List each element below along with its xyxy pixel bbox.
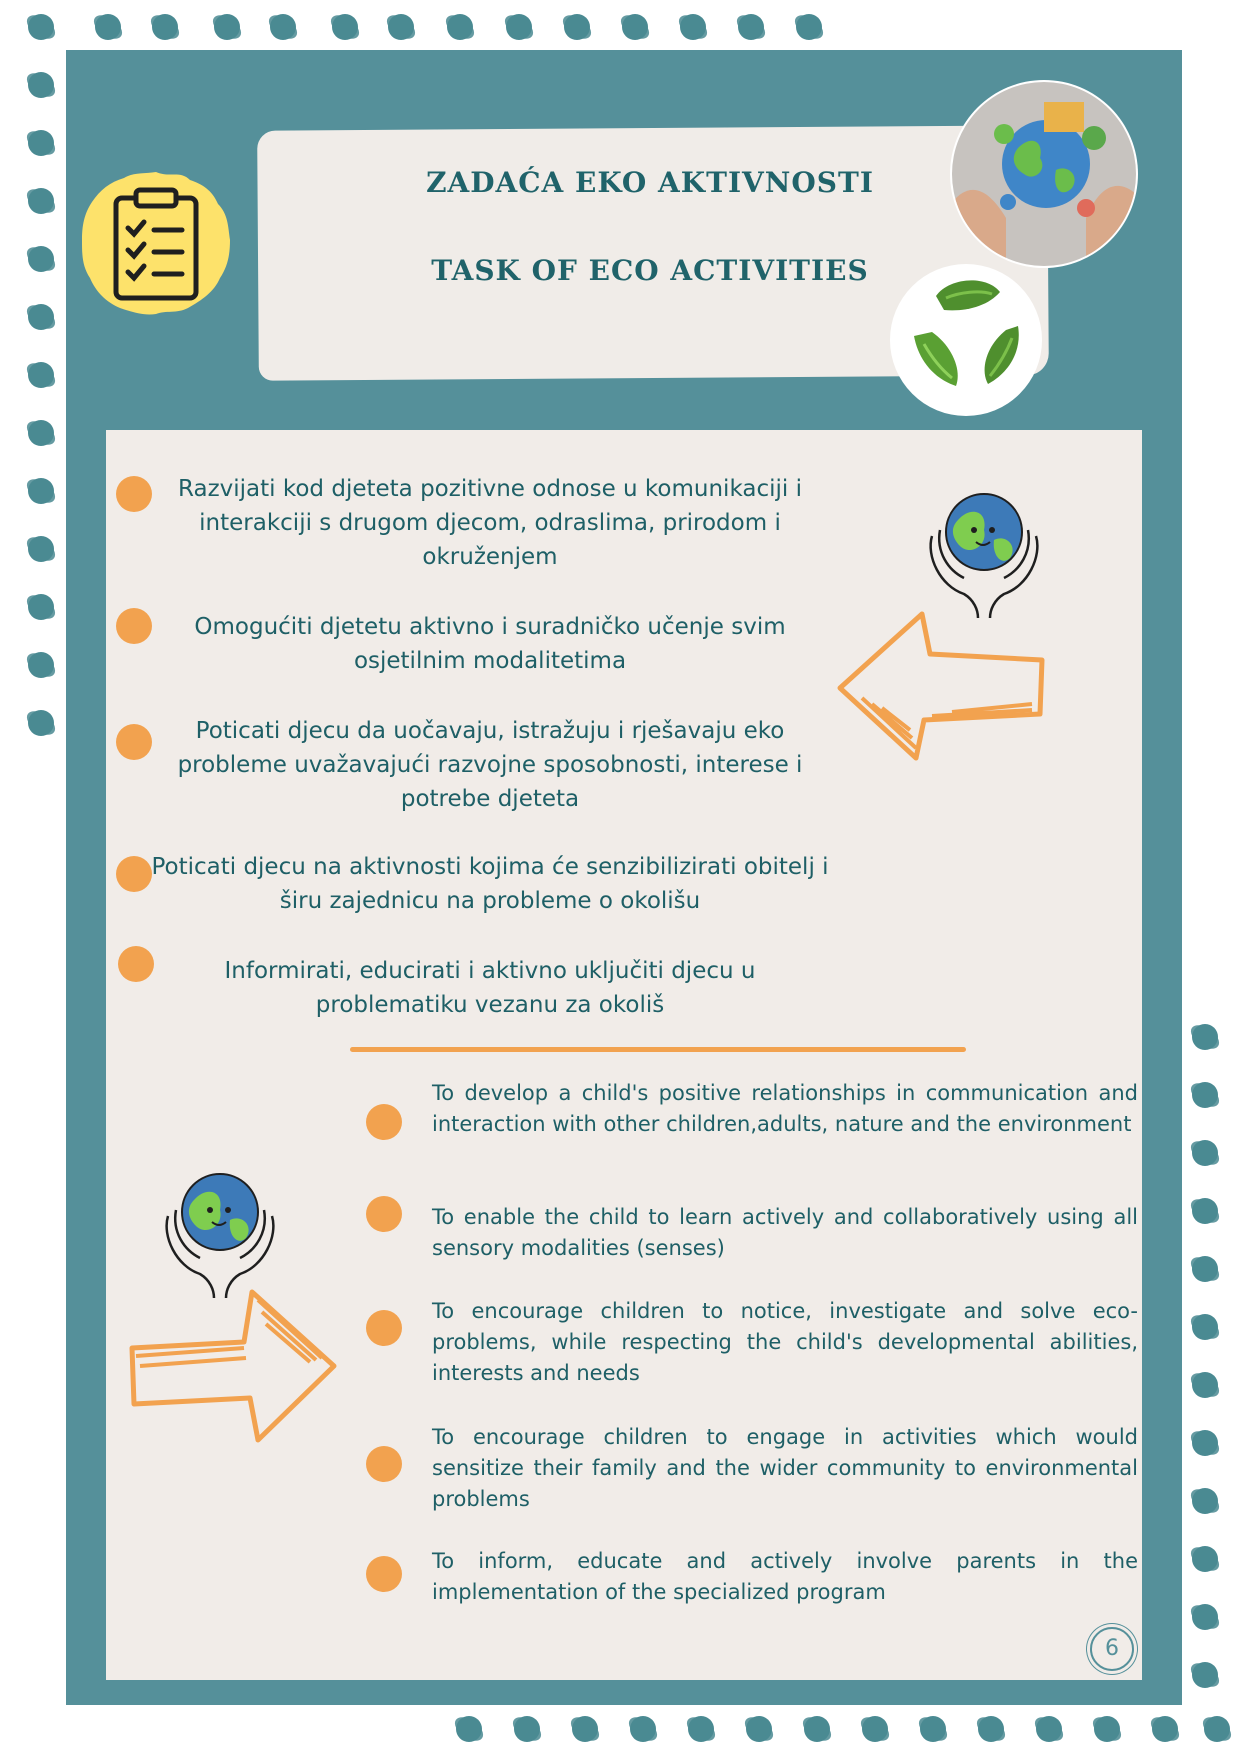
dot <box>1192 1430 1218 1456</box>
dot <box>1192 1140 1218 1166</box>
dot <box>572 1716 598 1742</box>
bullet-marker <box>366 1446 402 1482</box>
dot <box>1192 1024 1218 1050</box>
croatian-item-4: Poticati djecu na aktivnosti kojima će senzibilizirati obitelj i širu zajednicu na probleme o okolišu <box>151 854 829 914</box>
clipboard-checklist-icon <box>78 168 234 316</box>
dot <box>862 1716 888 1742</box>
hand-drawn-right-arrow-icon <box>126 1286 342 1446</box>
dot <box>514 1716 540 1742</box>
cartoon-earth-hands-icon <box>154 1170 284 1300</box>
dot <box>28 478 54 504</box>
dot <box>920 1716 946 1742</box>
bullet-marker <box>118 946 154 982</box>
english-item-5: To inform, educate and actively involve parents in the implementation of the specialized program <box>432 1549 1138 1604</box>
dot <box>1152 1716 1178 1742</box>
dot <box>1192 1314 1218 1340</box>
english-item-2: To enable the child to learn actively and collaboratively using all sensory modalities (senses) <box>432 1205 1138 1260</box>
dot <box>28 188 54 214</box>
croatian-item-3: Poticati djecu da uočavaju, istražuju i rješavaju eko probleme uvažavajući razvojne sposobnosti, interese i potrebe djeteta <box>177 718 803 812</box>
dot <box>447 14 473 40</box>
dot <box>456 1716 482 1742</box>
dot <box>1192 1662 1218 1688</box>
dot <box>28 14 54 40</box>
english-item-4: To encourage children to engage in activities which would sensitize their family and the wider community to environmental problems <box>432 1425 1138 1511</box>
earth-in-hands-photo <box>948 78 1140 270</box>
dot <box>738 14 764 40</box>
bullet-marker <box>116 724 152 760</box>
dot <box>28 710 54 736</box>
dot <box>28 652 54 678</box>
bullet-marker <box>116 856 152 892</box>
dot <box>28 246 54 272</box>
dot <box>28 362 54 388</box>
dot <box>95 14 121 40</box>
page-number: 6 <box>1090 1627 1134 1671</box>
dot <box>214 14 240 40</box>
croatian-item-1: Razvijati kod djeteta pozitivne odnose u komunikaciji i interakciji s drugom djecom, odraslima, prirodom i okruženjem <box>178 476 802 570</box>
dot <box>506 14 532 40</box>
bullet-marker <box>116 608 152 644</box>
dot <box>804 1716 830 1742</box>
dot <box>622 14 648 40</box>
dot <box>1192 1198 1218 1224</box>
dot <box>978 1716 1004 1742</box>
bullet-marker <box>366 1104 402 1140</box>
dot <box>1192 1604 1218 1630</box>
dot <box>564 14 590 40</box>
dot <box>746 1716 772 1742</box>
dot <box>28 536 54 562</box>
dot <box>332 14 358 40</box>
dot <box>28 130 54 156</box>
dot <box>1192 1256 1218 1282</box>
dot <box>28 72 54 98</box>
recycle-leaves-icon <box>888 262 1044 418</box>
dot <box>28 304 54 330</box>
dot <box>1094 1716 1120 1742</box>
dot <box>680 14 706 40</box>
croatian-item-2: Omogućiti djetetu aktivno i suradničko učenje svim osjetilnim modalitetima <box>194 614 786 674</box>
hand-drawn-left-arrow-icon <box>832 608 1048 764</box>
bullet-marker <box>366 1556 402 1592</box>
bullet-marker <box>366 1310 402 1346</box>
bullet-marker <box>116 476 152 512</box>
english-item-1: To develop a child's positive relationships in communication and interaction with other children,adults, nature and the environment <box>432 1081 1138 1136</box>
dot <box>28 594 54 620</box>
croatian-item-5: Informirati, educirati i aktivno uključiti djecu u problematiku vezanu za okoliš <box>224 958 756 1018</box>
cartoon-earth-hands-icon <box>918 490 1048 620</box>
dot <box>796 14 822 40</box>
dot <box>1192 1488 1218 1514</box>
title-croatian: ZADAĆA EKO AKTIVNOSTI <box>426 166 874 199</box>
dot <box>688 1716 714 1742</box>
dot <box>270 14 296 40</box>
dot <box>28 420 54 446</box>
dot <box>1192 1546 1218 1572</box>
section-divider <box>350 1047 966 1052</box>
bullet-marker <box>366 1196 402 1232</box>
dot <box>1204 1716 1230 1742</box>
dot <box>152 14 178 40</box>
english-item-3: To encourage children to notice, investigate and solve eco-problems, while respecting the child's developmental abilities, interests and needs <box>432 1299 1138 1385</box>
dot <box>1192 1082 1218 1108</box>
dot <box>1192 1372 1218 1398</box>
title-english: TASK OF ECO ACTIVITIES <box>431 254 869 287</box>
dot <box>388 14 414 40</box>
dot <box>630 1716 656 1742</box>
dot <box>1036 1716 1062 1742</box>
